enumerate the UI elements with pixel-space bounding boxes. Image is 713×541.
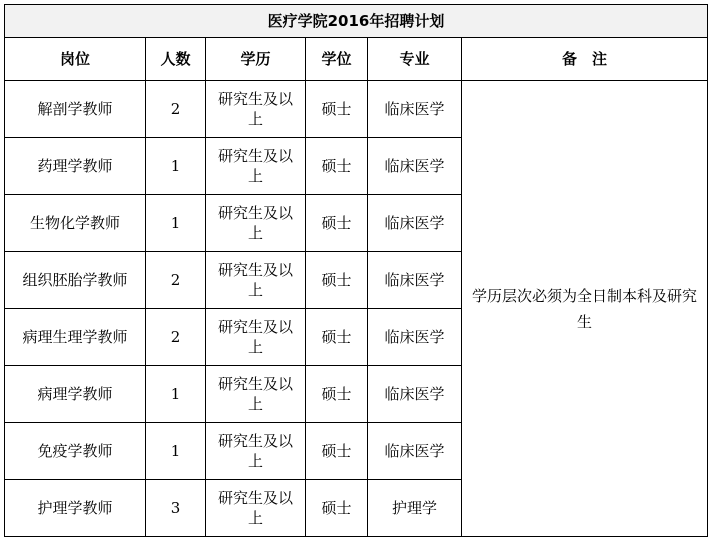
table-title-row: [5, 5, 708, 38]
major-cell: 临床医学: [368, 138, 462, 195]
table-header-row: [5, 38, 708, 81]
education-text: 研究生及以上: [217, 147, 293, 185]
degree-cell: 硕士: [306, 480, 368, 537]
header-major: 专业: [368, 38, 462, 81]
education-cell: [206, 423, 306, 480]
education-cell: [206, 138, 306, 195]
count-cell: 1: [146, 366, 206, 423]
note-text: 学历层次必须为全日制本科及研究生: [471, 286, 697, 331]
education-text: 研究生及以上: [217, 261, 293, 299]
header-count: 人数: [146, 38, 206, 81]
education-cell: [206, 81, 306, 138]
education-cell: [206, 252, 306, 309]
count-cell: 3: [146, 480, 206, 537]
count-cell: 2: [146, 252, 206, 309]
count-cell: 1: [146, 195, 206, 252]
count-cell: 1: [146, 423, 206, 480]
degree-cell: 硕士: [306, 423, 368, 480]
count-cell: 2: [146, 309, 206, 366]
degree-cell: 硕士: [306, 81, 368, 138]
degree-cell: 硕士: [306, 309, 368, 366]
major-cell: 护理学: [368, 480, 462, 537]
degree-cell: 硕士: [306, 252, 368, 309]
recruitment-plan-table: [4, 4, 708, 537]
position-cell: 病理学教师: [5, 366, 146, 423]
major-cell: 临床医学: [368, 423, 462, 480]
position-cell: 生物化学教师: [5, 195, 146, 252]
education-text: 研究生及以上: [217, 90, 293, 128]
count-cell: 2: [146, 81, 206, 138]
major-cell: 临床医学: [368, 81, 462, 138]
degree-cell: 硕士: [306, 366, 368, 423]
position-cell: 病理生理学教师: [5, 309, 146, 366]
education-text: 研究生及以上: [217, 432, 293, 470]
table-title: 医疗学院2016年招聘计划: [5, 5, 708, 38]
major-cell: 临床医学: [368, 309, 462, 366]
header-position: 岗位: [5, 38, 146, 81]
education-text: 研究生及以上: [217, 489, 293, 527]
table-row: [5, 81, 708, 138]
position-cell: 护理学教师: [5, 480, 146, 537]
major-cell: 临床医学: [368, 195, 462, 252]
education-text: 研究生及以上: [217, 375, 293, 413]
degree-cell: 硕士: [306, 195, 368, 252]
education-cell: [206, 309, 306, 366]
header-education: 学历: [206, 38, 306, 81]
major-cell: 临床医学: [368, 252, 462, 309]
position-cell: 药理学教师: [5, 138, 146, 195]
education-text: 研究生及以上: [217, 204, 293, 242]
education-text: 研究生及以上: [217, 318, 293, 356]
degree-cell: 硕士: [306, 138, 368, 195]
position-cell: 免疫学教师: [5, 423, 146, 480]
education-cell: [206, 366, 306, 423]
position-cell: 组织胚胎学教师: [5, 252, 146, 309]
education-cell: [206, 195, 306, 252]
header-note: 备 注: [462, 38, 708, 81]
education-cell: [206, 480, 306, 537]
count-cell: 1: [146, 138, 206, 195]
header-degree: 学位: [306, 38, 368, 81]
note-cell: [462, 81, 708, 537]
major-cell: 临床医学: [368, 366, 462, 423]
position-cell: 解剖学教师: [5, 81, 146, 138]
